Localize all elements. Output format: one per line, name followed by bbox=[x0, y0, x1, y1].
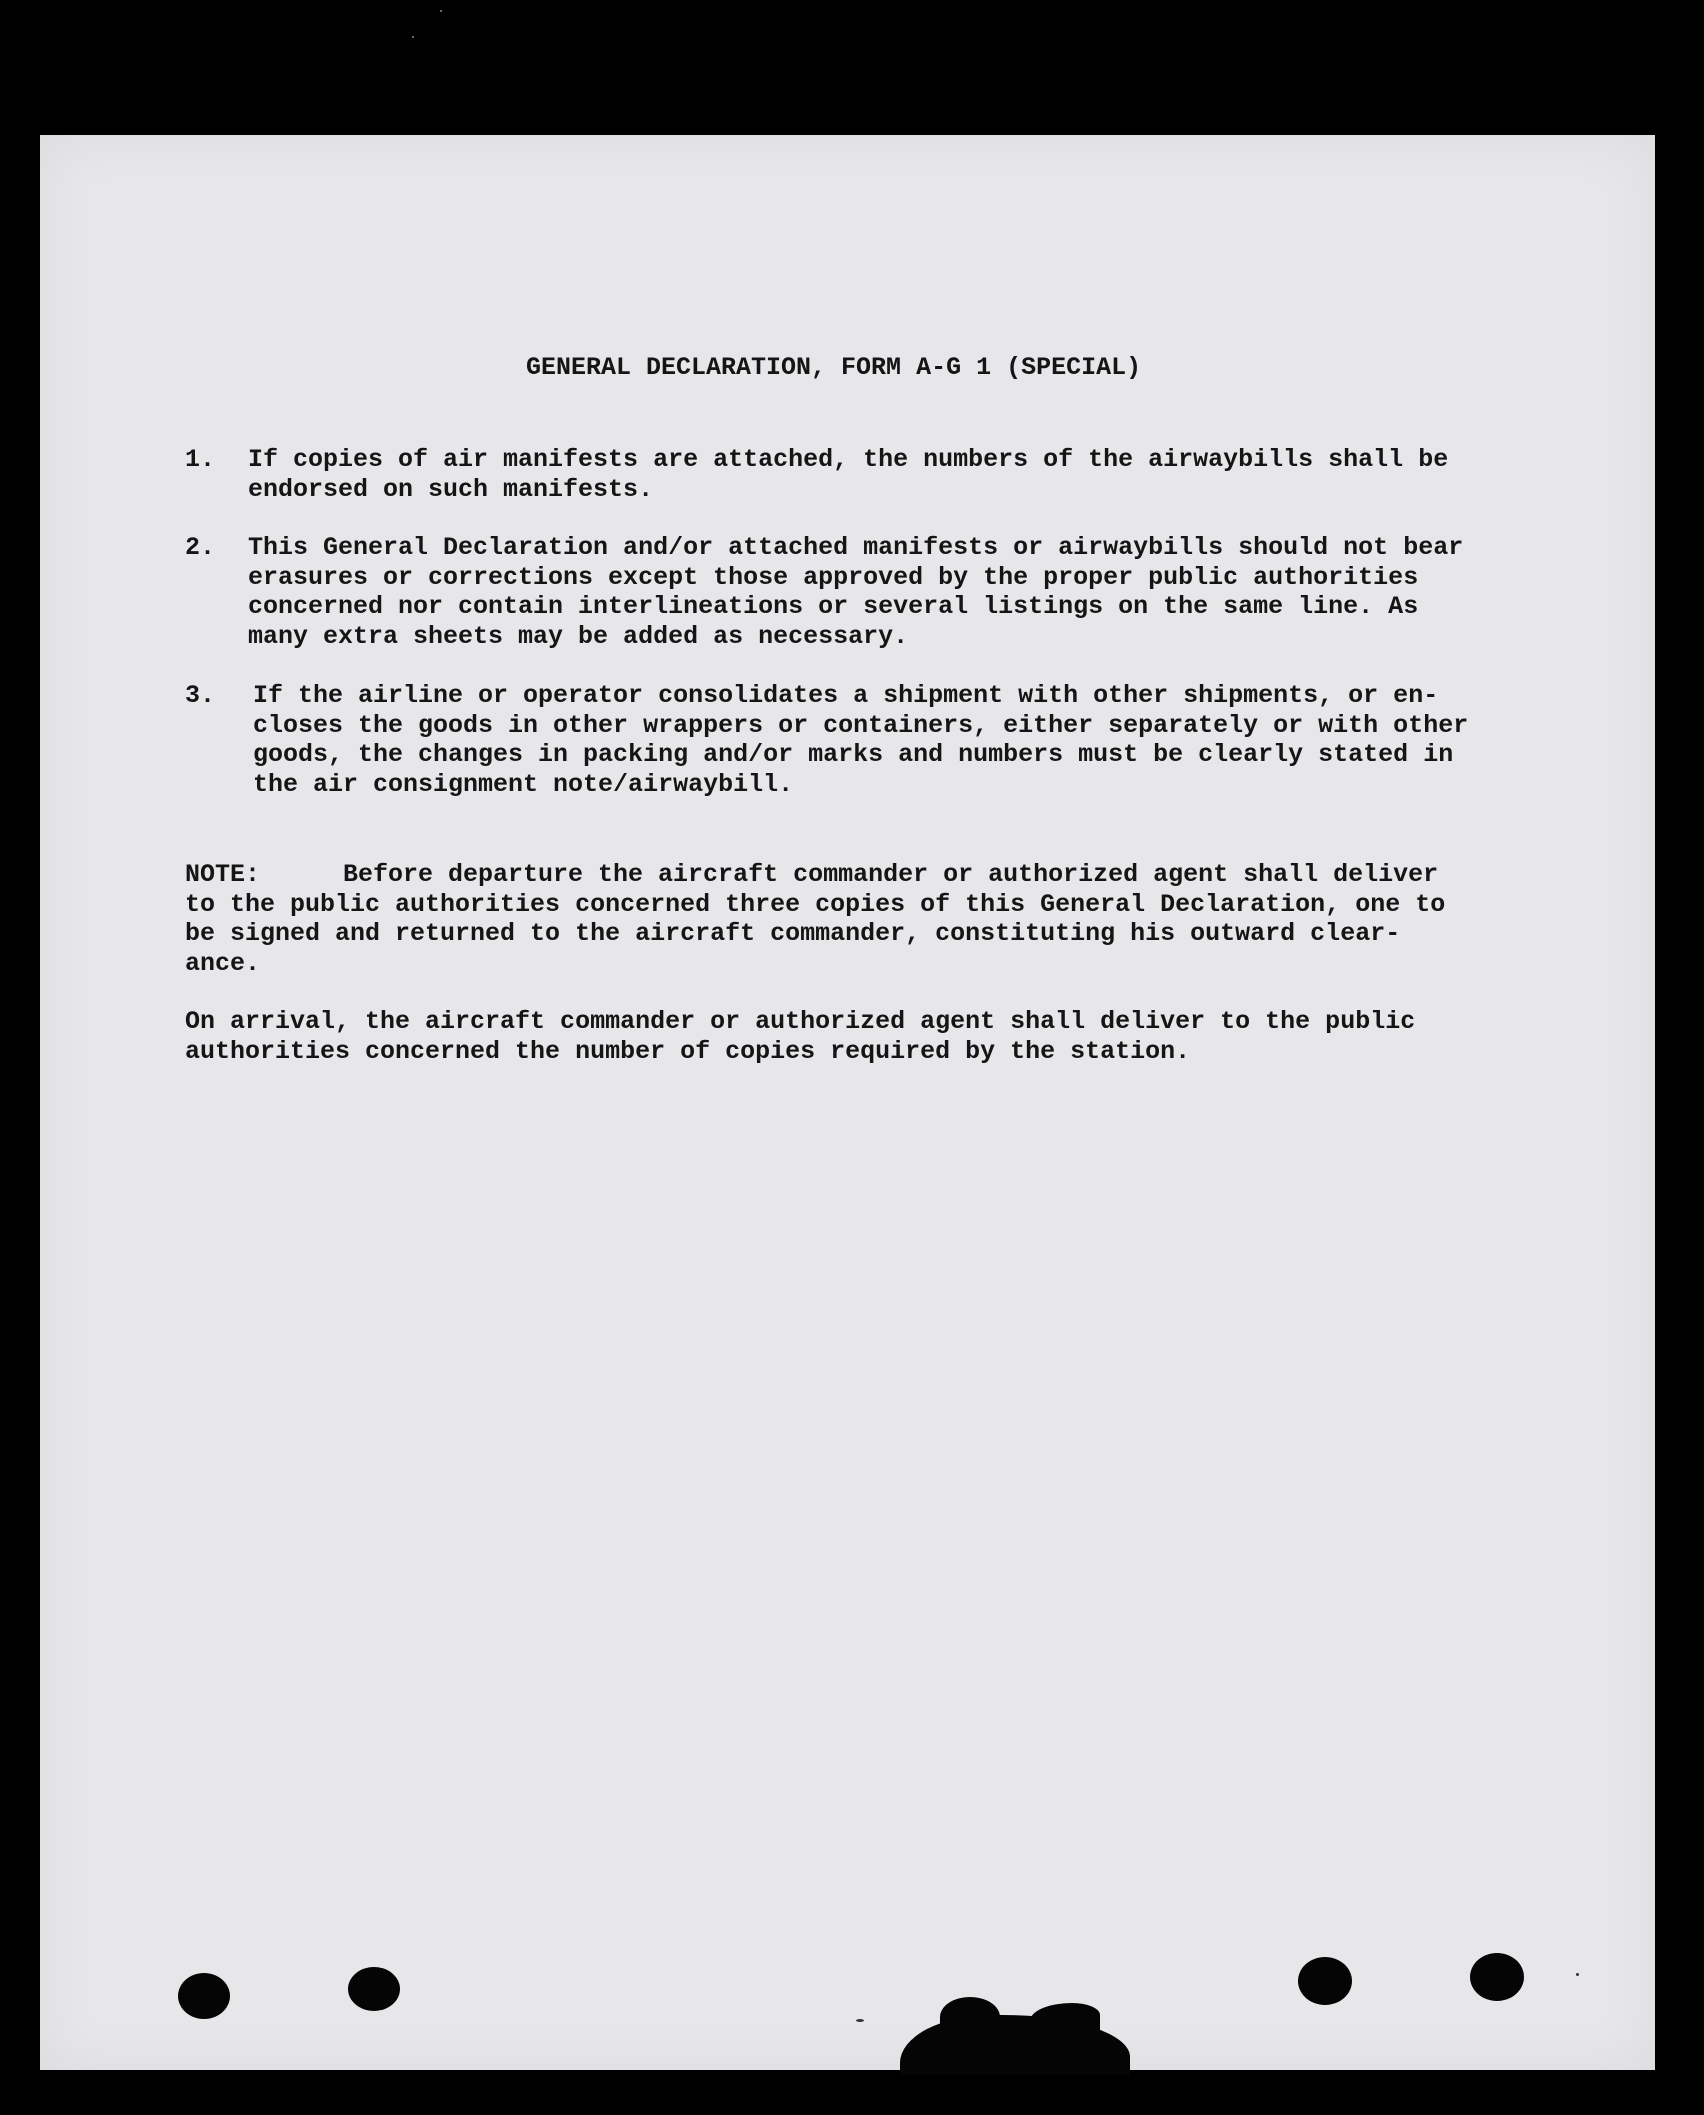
bleed-through-mark: ​ bbox=[1074, 1335, 1086, 1370]
speck bbox=[1576, 1973, 1579, 1976]
document-title: GENERAL DECLARATION, FORM A-G 1 (SPECIAL) bbox=[526, 353, 1142, 382]
arrival-line: On arrival, the aircraft commander or authorized agent shall deliver to the public bbox=[185, 1007, 1416, 1036]
item-number: 3. bbox=[185, 681, 216, 710]
note-first-line bbox=[185, 860, 1445, 890]
note-text: Before departure the aircraft commander or authorized agent shall deliver bbox=[343, 860, 1439, 889]
punch-hole bbox=[178, 1973, 230, 2019]
torn-edge bbox=[940, 1997, 1000, 2037]
item-line: If the airline or operator consolidates a shipment with other shipments, or en- bbox=[253, 681, 1439, 710]
item-line: concerned nor contain interlineations or several listings on the same line. As bbox=[248, 592, 1419, 621]
speck bbox=[412, 36, 414, 38]
item-line: goods, the changes in packing and/or marks and numbers must be clearly stated in bbox=[253, 740, 1454, 769]
item-line: many extra sheets may be added as necessary. bbox=[248, 621, 909, 651]
item-line: This General Declaration and/or attached manifests or airwaybills should not bear bbox=[248, 533, 1464, 562]
punch-hole bbox=[348, 1967, 400, 2011]
note-paragraph bbox=[185, 860, 1445, 978]
item-number: 1. bbox=[185, 445, 216, 474]
item-line: If copies of air manifests are attached, the numbers of the airwaybills shall be bbox=[248, 445, 1449, 474]
torn-edge bbox=[1030, 2003, 1100, 2033]
arrival-line: authorities concerned the number of copies required by the station. bbox=[185, 1036, 1191, 1066]
document-page bbox=[40, 135, 1655, 2070]
item-line: the air consignment note/airwaybill. bbox=[253, 769, 794, 799]
item-number: 2. bbox=[185, 533, 216, 562]
note-label: NOTE: bbox=[185, 860, 261, 889]
note-line: be signed and returned to the aircraft commander, constituting his outward clear- bbox=[185, 919, 1401, 948]
speck bbox=[856, 2019, 864, 2022]
punch-hole bbox=[1298, 1957, 1352, 2005]
note-line: to the public authorities concerned three copies of this General Declaration, one to bbox=[185, 889, 1446, 919]
arrival-paragraph bbox=[185, 1007, 1415, 1066]
punch-hole bbox=[1470, 1953, 1524, 2001]
item-line: endorsed on such manifests. bbox=[248, 474, 654, 504]
item-line: closes the goods in other wrappers or containers, either separately or with other bbox=[253, 710, 1469, 740]
note-line: ance. bbox=[185, 948, 261, 978]
speck bbox=[440, 10, 442, 12]
item-line: erasures or corrections except those approved by the proper public authorities bbox=[248, 562, 1419, 592]
